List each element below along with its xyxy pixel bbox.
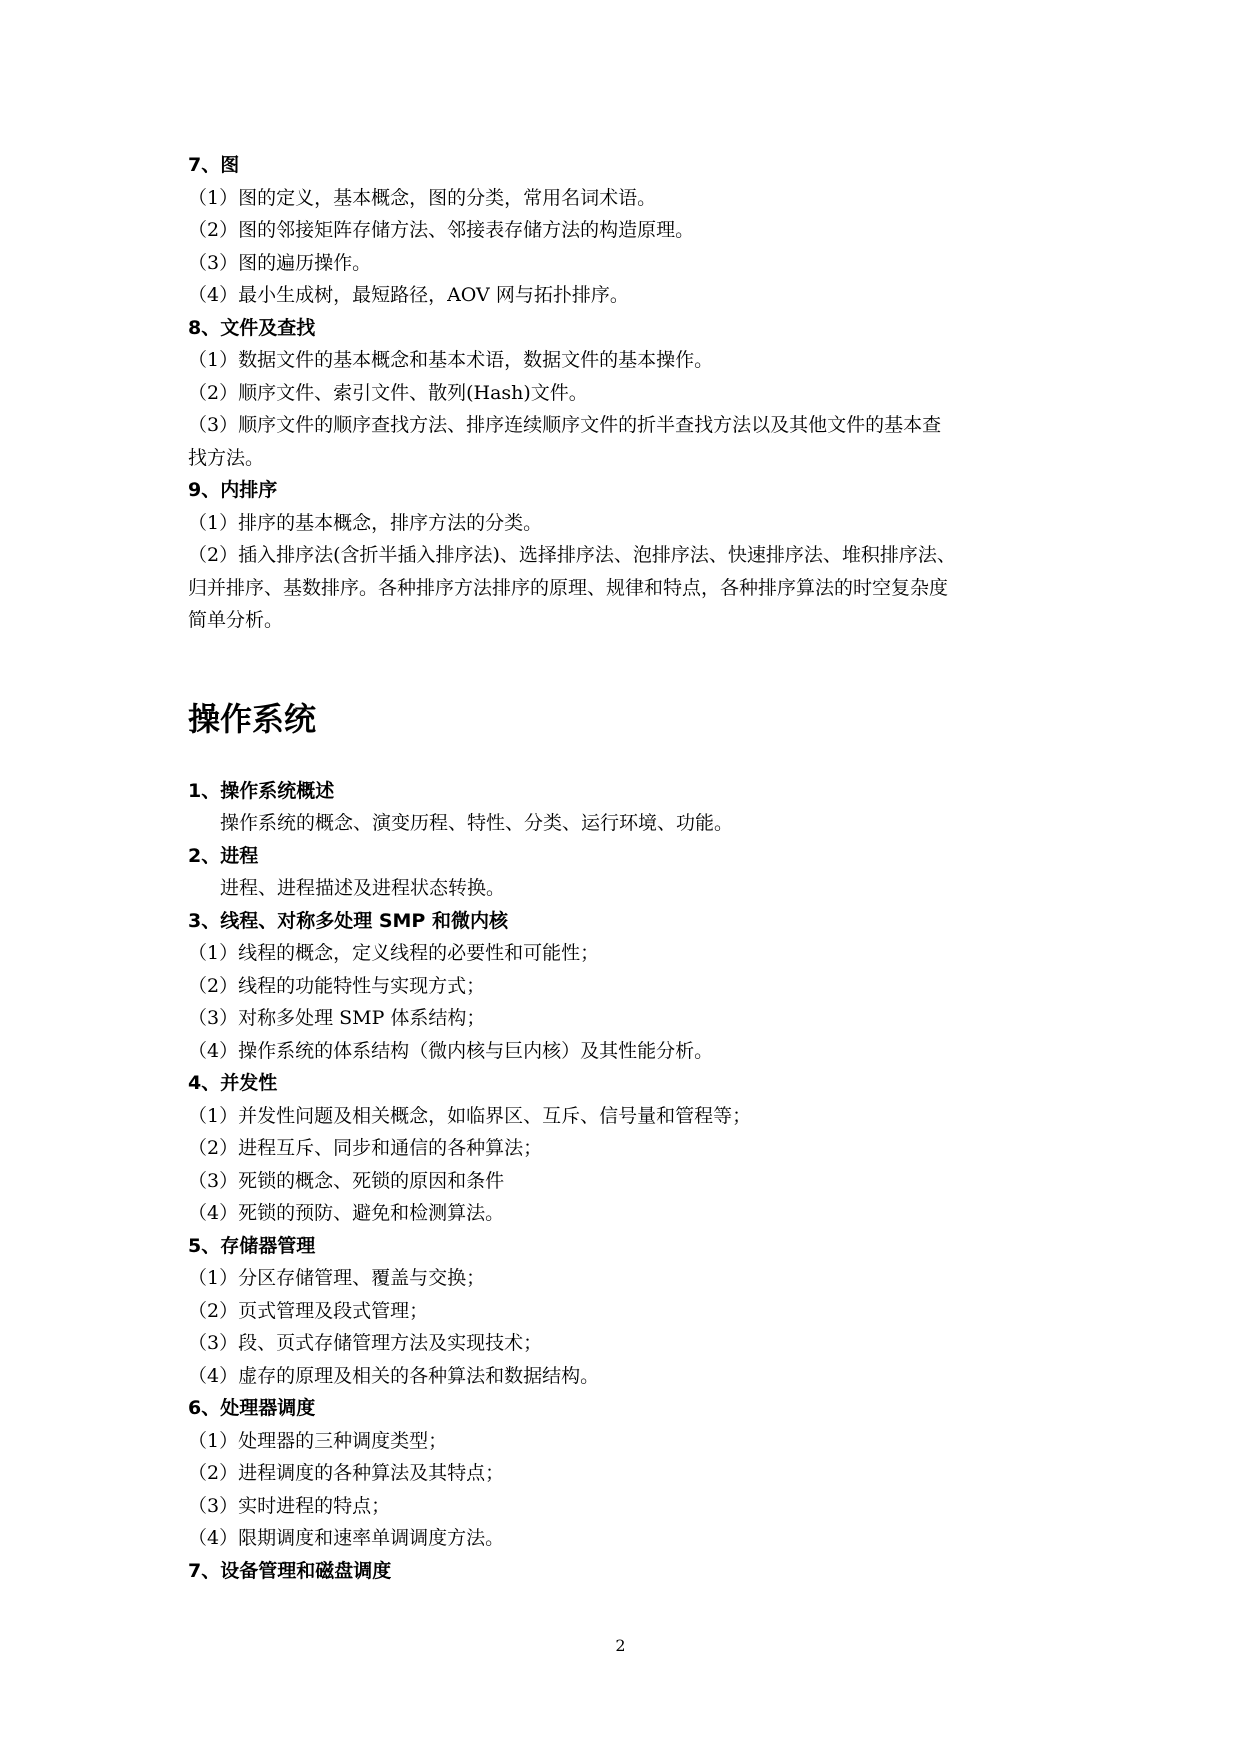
subsection-heading: 2、进程 [188, 844, 259, 867]
subsection-heading: 7、图 [188, 154, 240, 176]
paragraph-line: 简单分析。 [188, 609, 284, 631]
paragraph-line: （3）死锁的概念、死锁的原因和条件 [188, 1169, 505, 1192]
subsection-heading: 9、内排序 [188, 479, 278, 501]
paragraph-line: （1）数据文件的基本概念和基本术语，数据文件的基本操作。 [188, 349, 714, 371]
paragraph-line: （3）顺序文件的顺序查找方法、排序连续顺序文件的折半查找方法以及其他文件的基本查 [188, 414, 942, 436]
bottom-section [188, 775, 1068, 1588]
page-content [188, 149, 1068, 1587]
paragraph-line: （3）图的遍历操作。 [188, 251, 372, 274]
page-number: 2 [615, 1636, 626, 1655]
paragraph-line: （2）图的邻接矩阵存储方法、邻接表存储方法的构造原理。 [188, 219, 695, 241]
subsection-heading: 8、文件及查找 [188, 316, 316, 339]
paragraph-line: （1）处理器的三种调度类型； [188, 1429, 448, 1452]
top-section [188, 149, 1068, 637]
subsection-heading: 7、设备管理和磁盘调度 [188, 1559, 392, 1582]
paragraph-line: （1）分区存储管理、覆盖与交换； [188, 1267, 486, 1289]
paragraph-line: （2）线程的功能特性与实现方式； [188, 974, 486, 997]
paragraph-line: （2）进程互斥、同步和通信的各种算法； [188, 1137, 543, 1159]
subsection-heading: 1、操作系统概述 [188, 779, 335, 802]
paragraph-line: 操作系统的概念、演变历程、特性、分类、运行环境、功能。 [220, 812, 734, 834]
paragraph-line: （2）进程调度的各种算法及其特点； [188, 1462, 505, 1484]
subsection-heading: 5、存储器管理 [188, 1234, 316, 1257]
paragraph-line: 找方法。 [188, 446, 265, 469]
subsection-heading: 6、处理器调度 [188, 1397, 316, 1419]
subsection-heading: 3、线程、对称多处理 SMP 和微内核 [188, 909, 508, 932]
paragraph-line: （1）线程的概念，定义线程的必要性和可能性； [188, 942, 600, 964]
paragraph-line: （4）操作系统的体系结构（微内核与巨内核）及其性能分析。 [188, 1039, 714, 1062]
paragraph-line: （1）并发性问题及相关概念，如临界区、互斥、信号量和管程等； [188, 1104, 752, 1127]
paragraph-line: 进程、进程描述及进程状态转换。 [220, 877, 506, 899]
paragraph-line: （4）限期调度和速率单调调度方法。 [188, 1527, 505, 1549]
paragraph-line: （4）死锁的预防、避免和检测算法。 [188, 1202, 505, 1224]
paragraph-line: （2）页式管理及段式管理； [188, 1299, 429, 1322]
paragraph-line: 归并排序、基数排序。各种排序方法排序的原理、规律和特点，各种排序算法的时空复杂度 [188, 576, 949, 599]
paragraph-line: （3）段、页式存储管理方法及实现技术； [188, 1332, 543, 1354]
paragraph-line: （2）顺序文件、索引文件、散列(Hash)文件。 [188, 381, 588, 404]
paragraph-line: （1）图的定义，基本概念，图的分类，常用名词术语。 [188, 186, 657, 209]
paragraph-line: （4）虚存的原理及相关的各种算法和数据结构。 [188, 1364, 600, 1387]
paragraph-line: （3）实时进程的特点； [188, 1494, 391, 1517]
paragraph-line: （4）最小生成树，最短路径，AOV 网与拓扑排序。 [188, 284, 629, 306]
paragraph-line: （3）对称多处理 SMP 体系结构； [188, 1007, 486, 1029]
paragraph-line: （1）排序的基本概念，排序方法的分类。 [188, 511, 543, 534]
paragraph-line: （2）插入排序法(含折半插入排序法)、选择排序法、泡排序法、快速排序法、堆积排序法、 [188, 544, 956, 566]
section-title: 操作系统 [188, 699, 317, 738]
subsection-heading: 4、并发性 [188, 1072, 278, 1094]
